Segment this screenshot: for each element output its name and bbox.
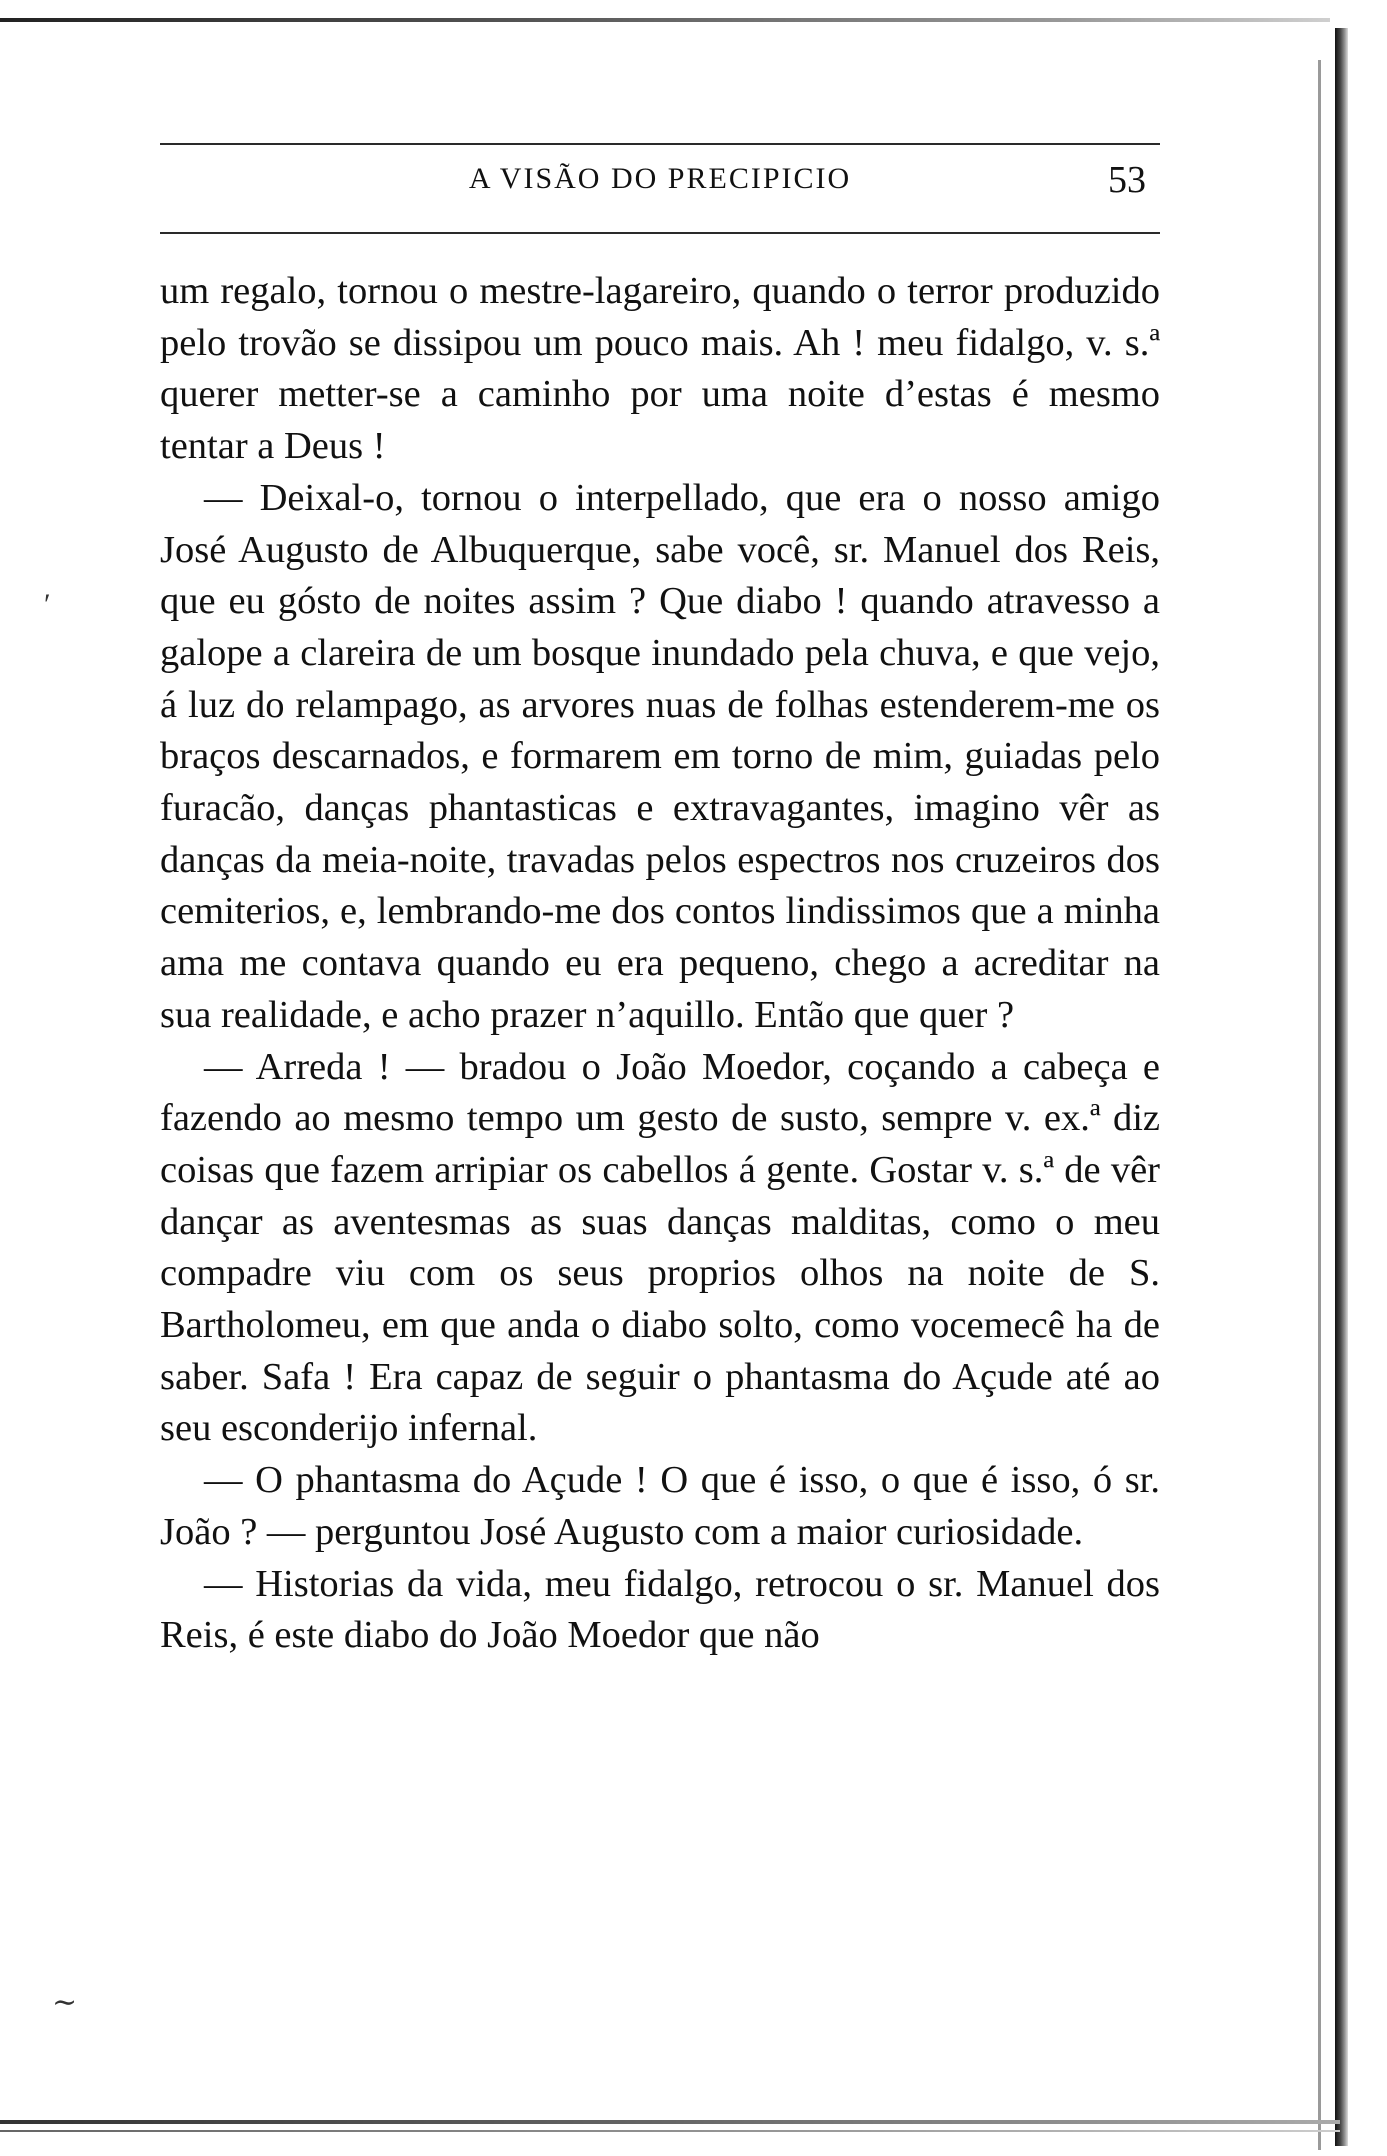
scan-edge-bottom — [0, 2120, 1340, 2124]
scan-edge-top — [0, 18, 1330, 22]
running-title: A VISÃO DO PRECIPICIO — [468, 162, 852, 195]
paragraph: — O phantasma do Açude ! O que é isso, o que é isso, ó sr. João ? — perguntou José Augusto com a maior curiosidade. — [160, 1459, 1160, 1553]
page-number: 53 — [1108, 159, 1146, 201]
paragraph: um regalo, tornou o mestre-lagareiro, quando o terror produzido pelo trovão se dissipou um pouco mais. Ah ! meu fidalgo, v. s.ª querer metter-se a caminho por uma noite d’estas é mesmo tentar a Deus ! — [160, 270, 1160, 468]
scan-edge-right-inner — [1318, 60, 1321, 2150]
header-rule-bottom — [160, 232, 1160, 234]
scan-speck: ′ — [44, 588, 51, 621]
body-text — [160, 266, 1160, 1662]
scan-edge-right — [1335, 28, 1348, 2146]
scan-edge-bottom-line — [0, 2130, 1340, 2132]
header-rule-top — [160, 143, 1160, 145]
paragraph: — Deixal-o, tornou o interpellado, que era o nosso amigo José Augusto de Albuquerque, sabe você, sr. Manuel dos Reis, que eu gósto de noites assim ? Que diabo ! quando atravesso a galope a clareira de um bosque inundado pela chuva, e que vejo, á luz do relampago, as arvores nuas de folhas estenderem-me os braços descarnados, e formarem em torno de mim, guiadas pelo furacão, danças phantasticas e extravagantes, imagino vêr as danças da meia-noite, travadas pelos espectros nos cruzeiros dos cemiterios, e, lembrando-me dos contos lindissimos que a minha ama me contava quando eu era pequeno, chego a acreditar na sua realidade, e acho prazer n’aquillo. Então que quer ? — [160, 476, 1160, 1036]
paragraph: — Historias da vida, meu fidalgo, retrocou o sr. Manuel dos Reis, é este diabo do João Moedor que não — [160, 1562, 1160, 1657]
paragraph: — Arreda ! — bradou o João Moedor, coçando a cabeça e fazendo ao mesmo tempo um gesto de susto, sempre v. ex.ª diz coisas que fazem arripiar os cabellos á gente. Gostar v. s.ª de vêr dançar as aventesmas as suas danças malditas, como o meu compadre viu com os seus proprios olhos na noite de S. Bartholomeu, em que anda o diabo solto, como vocemecê ha de saber. Safa ! Era capaz de seguir o phantasma do Açude até ao seu esconderijo infernal. — [160, 1045, 1160, 1450]
running-header — [160, 158, 1160, 218]
scan-speck: ∼ — [52, 1986, 78, 2019]
